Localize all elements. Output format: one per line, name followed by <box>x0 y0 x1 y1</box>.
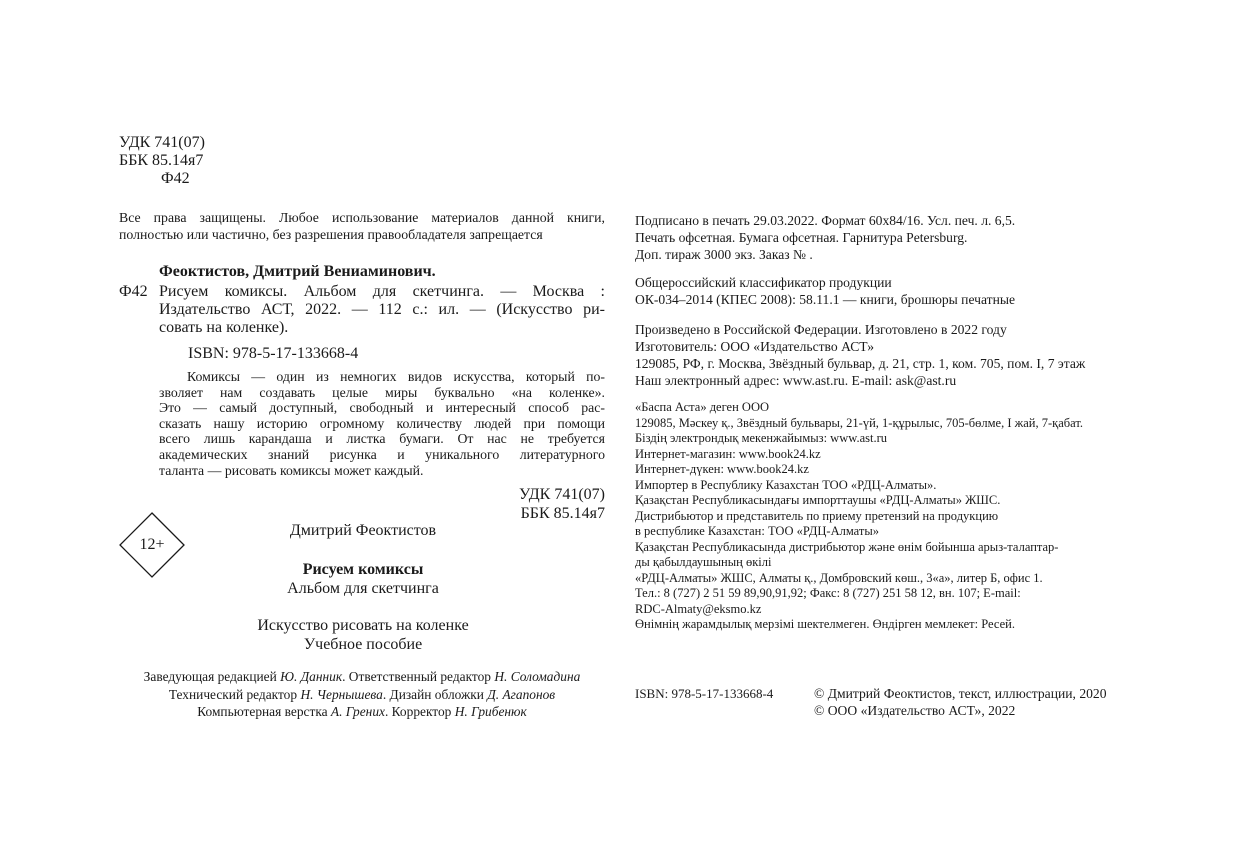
kazakh-line: Импортер в Республику Казахстан ТОО «РДЦ-Алматы». <box>635 477 937 492</box>
classification-block <box>119 134 205 188</box>
classifier-line: Общероссийский классификатор продукции <box>635 275 892 290</box>
kazakh-line: Интернет-дүкен: www.book24.kz <box>635 462 809 476</box>
kazakh-line: ды қабылдаушының өкілі <box>635 555 772 569</box>
catalog-udk: УДК 741(07) <box>519 486 605 503</box>
catalog-classification <box>400 485 605 523</box>
print-info-line: Печать офсетная. Бумага офсетная. Гарнитура Petersburg. <box>635 230 968 245</box>
credits-line: Технический редактор Н. Чернышева. Дизайн обложки Д. Агапонов <box>168 686 556 702</box>
print-info <box>635 212 1015 263</box>
kazakh-line: Қазақстан Республикасындағы импорттаушы «РДЦ-Алматы» ЖШС. <box>635 493 1001 507</box>
classifier-line: ОК-034–2014 (КПЕС 2008): 58.11.1 — книги, брошюры печатные <box>635 292 1016 307</box>
catalog-description <box>159 283 605 338</box>
manufacturer-line: 129085, РФ, г. Москва, Звёздный бульвар, д. 21, стр. 1, ком. 705, пом. I, 7 этаж <box>635 356 1086 371</box>
annotation-line: зволяет нам создавать целые миры буквально «на коленке». <box>159 384 605 400</box>
classifier <box>635 274 1015 308</box>
credits-line: Компьютерная верстка А. Грених. Корректор Н. Грибенюк <box>197 704 527 720</box>
kazakh-block <box>635 400 1083 633</box>
kazakh-line: Біздің электрондық мекенжайымыз: www.ast.ru <box>635 431 887 445</box>
copyright <box>814 685 1107 719</box>
annotation-line: Комиксы — один из немногих видов искусства, который по- <box>187 369 605 384</box>
copyright-line: © ООО «Издательство АСТ», 2022 <box>814 703 1016 718</box>
print-info-line: Подписано в печать 29.03.2022. Формат 60x84/16. Усл. печ. л. 6,5. <box>635 213 1016 228</box>
annotation-line: всего лишь карандаша и листка бумаги. От нас не требуется <box>159 431 605 447</box>
manufacturer-line: Изготовитель: ООО «Издательство АСТ» <box>635 339 875 354</box>
print-info-line: Доп. тираж 3000 экз. Заказ № . <box>635 247 813 262</box>
catalog-isbn: ISBN: 978-5-17-133668-4 <box>188 345 359 362</box>
kazakh-line: Тел.: 8 (727) 2 51 59 89,90,91,92; Факс: 8 (727) 251 58 12, вн. 107; E-mail: <box>635 586 1021 600</box>
manufacturer-line: Наш электронный адрес: www.ast.ru. E-mail: ask@ast.ru <box>635 373 957 388</box>
rights-notice: Все права защищены. Любое использование материалов данной книги, полностью или частично, без разрешения правообладателя запрещается <box>119 210 605 242</box>
annotation-line: академических знаний рисунка и уникального литературного <box>159 446 605 462</box>
udk-code: УДК 741(07) <box>119 134 205 151</box>
copyright-line: © Дмитрий Феоктистов, текст, иллюстрации, 2020 <box>814 686 1107 701</box>
kazakh-line: RDC-Almaty@eksmo.kz <box>635 601 762 616</box>
age-rating-badge <box>119 512 185 578</box>
catalog-author-mark: Ф42 <box>119 283 148 300</box>
bbk-code: ББК 85.14я7 <box>119 152 204 169</box>
book-series: Искусство рисовать на коленке <box>257 617 469 634</box>
credits-line: Заведующая редакцией Ю. Данник. Ответственный редактор Н. Соломадина <box>143 669 581 684</box>
catalog-description-line: совать на коленке). <box>159 319 289 337</box>
kazakh-line: «Баспа Аста» деген ООО <box>635 400 770 414</box>
kazakh-line: 129085, Мәскеу қ., Звёздный бульвары, 21-үй, 1-құрылыс, 705-бөлме, I жай, 7-қабат. <box>635 415 1083 430</box>
catalog-bbk: ББК 85.14я7 <box>520 505 605 522</box>
footer-isbn: ISBN: 978-5-17-133668-4 <box>635 686 774 701</box>
manufacturer <box>635 321 1085 389</box>
kazakh-line: «РДЦ-Алматы» ЖШС, Алматы қ., Домбровский көш., 3«а», литер Б, офис 1. <box>635 570 1043 585</box>
author-mark: Ф42 <box>161 170 190 187</box>
annotation-line: сказать нашу историю огромному количеству людей при помощи <box>159 415 605 431</box>
annotation-line: таланта — рисовать комиксы может каждый. <box>159 462 424 478</box>
age-rating-label: 12+ <box>139 536 165 553</box>
edition-type: Учебное пособие <box>303 636 423 653</box>
annotation <box>159 369 605 478</box>
book-title: Рисуем комиксы <box>302 561 424 578</box>
kazakh-line: Дистрибьютор и представитель по приему претензий на продукцию <box>635 508 999 523</box>
annotation-line: Это — самый доступный, свободный и интересный способ рас- <box>159 400 605 416</box>
catalog-author-heading: Феоктистов, Дмитрий Вениаминович. <box>159 263 436 280</box>
kazakh-line: Өнімнің жарамдылық мерзімі шектелмеген. Өндірген мемлекет: Ресей. <box>635 617 1015 631</box>
catalog-description-line: Рисуем комиксы. Альбом для скетчинга. — Москва : <box>159 283 605 300</box>
credits <box>100 668 624 721</box>
title-author: Дмитрий Феоктистов <box>289 522 437 539</box>
book-subtitle: Альбом для скетчинга <box>287 580 439 597</box>
catalog-description-line: Издательство АСТ, 2022. — 112 с.: ил. — (Искусство ри- <box>159 301 605 319</box>
kazakh-line: в республике Казахстан: ТОО «РДЦ-Алматы» <box>635 524 880 538</box>
kazakh-line: Қазақстан Республикасында дистрибьютор және өнім бойынша арыз-талаптар- <box>635 539 1059 554</box>
kazakh-line: Интернет-магазин: www.book24.kz <box>635 446 821 461</box>
manufacturer-line: Произведено в Российской Федерации. Изготовлено в 2022 году <box>635 322 1007 337</box>
